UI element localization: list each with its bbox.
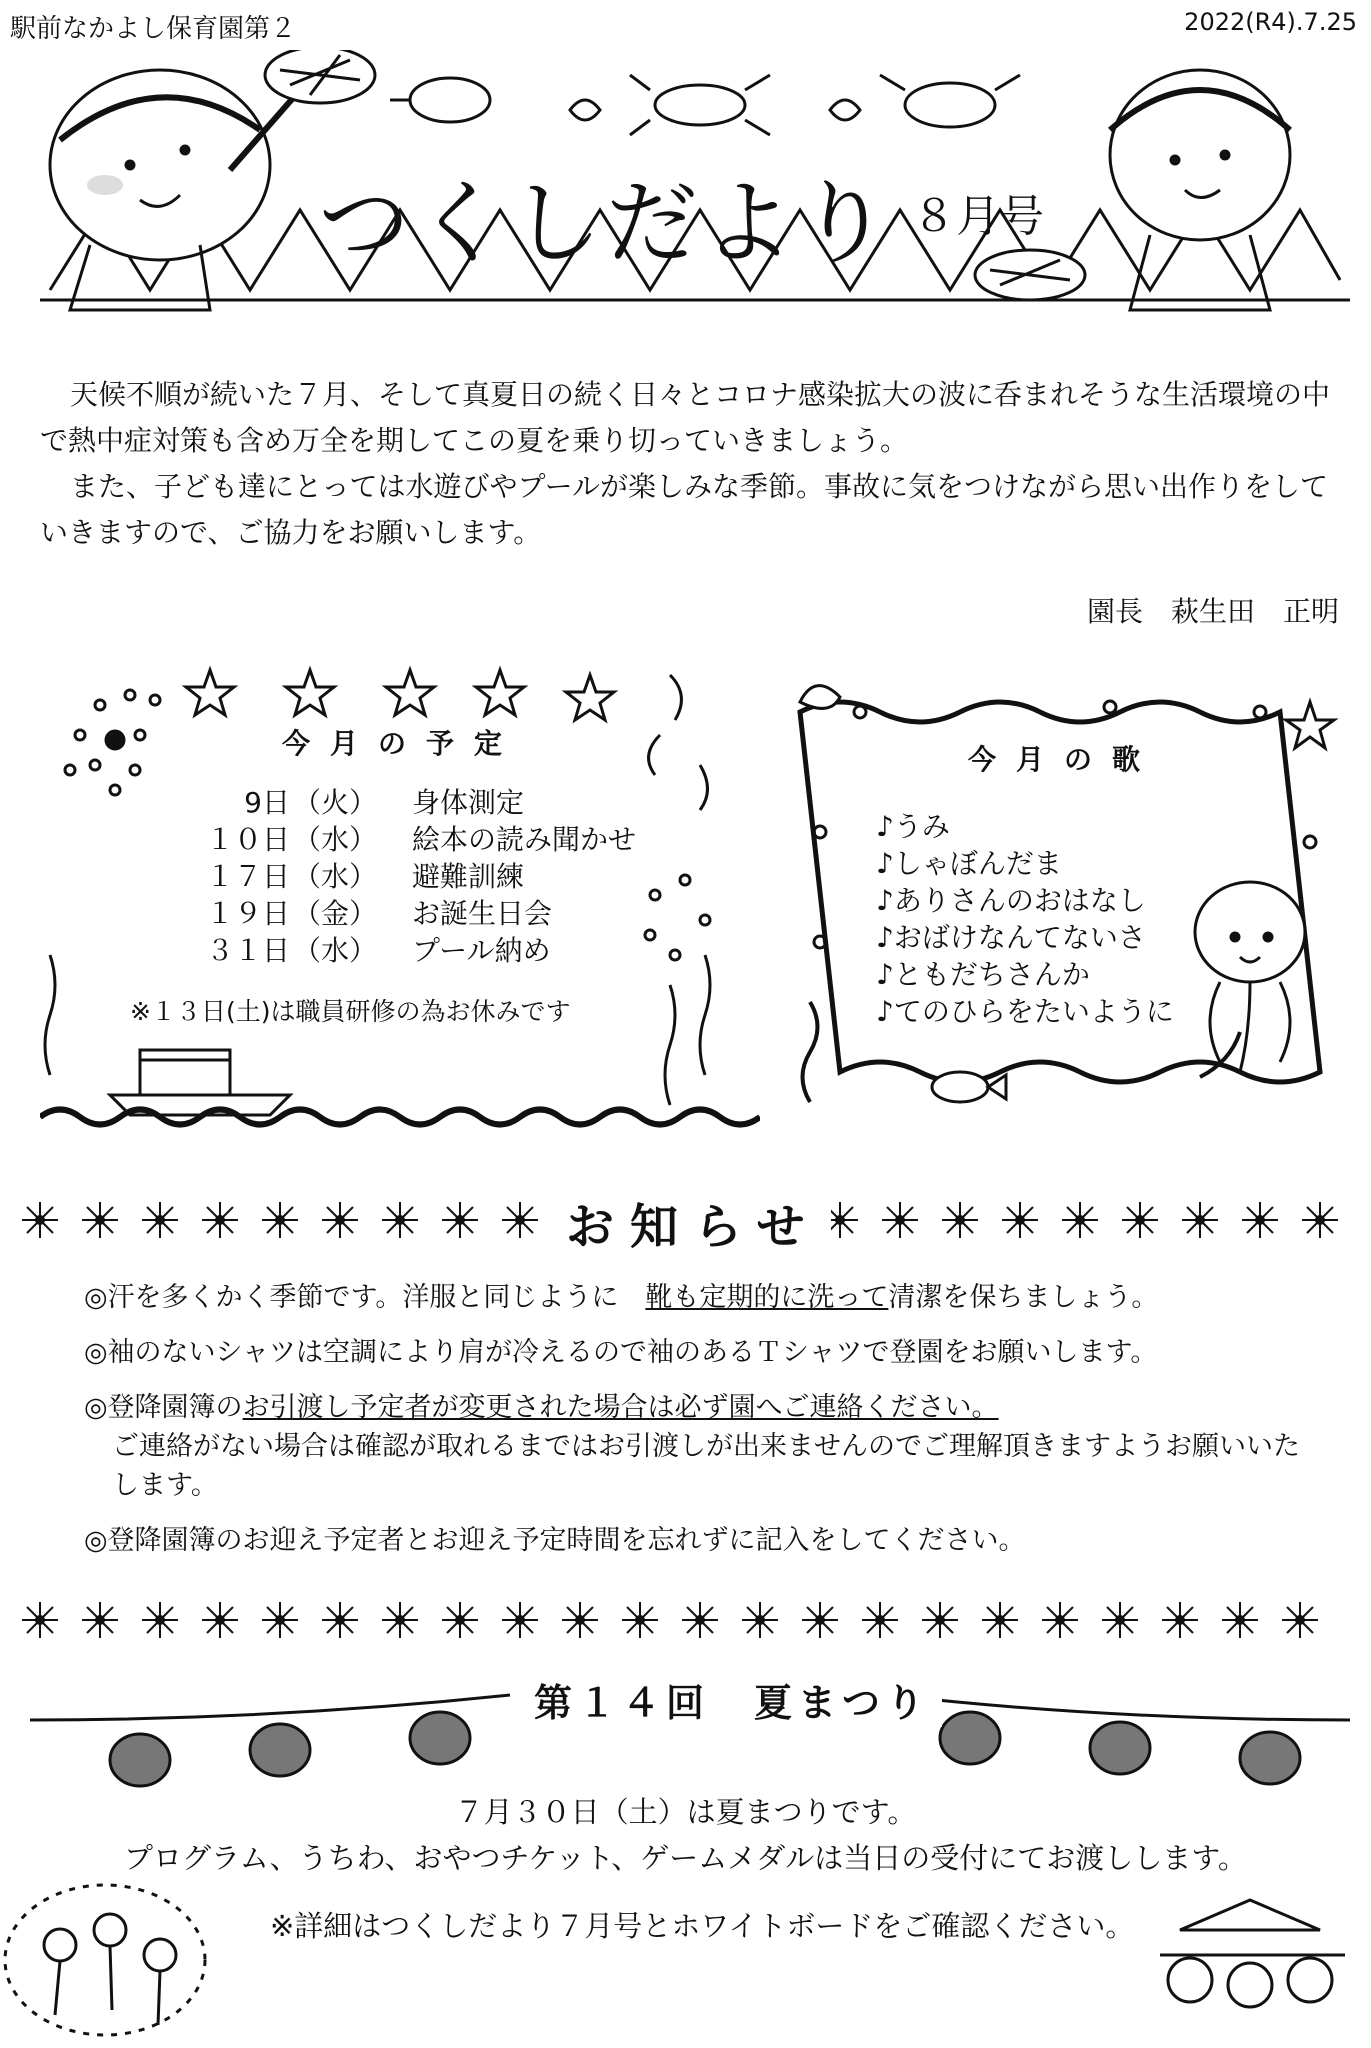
song-item: ♪ありさんのおはなし (876, 884, 1146, 917)
notice-item: ◎登降園簿のお迎え予定者とお迎え予定時間を忘れずに記入をしてください。 (84, 1525, 1026, 1556)
issue-label: ８月号 (912, 191, 1044, 242)
festival-info: プログラム、うちわ、おやつチケット、ゲームメダルは当日の受付にてお渡しします。 (124, 1841, 1247, 1875)
jellyfish-mermaid-icon (1195, 882, 1305, 1077)
notice-text: ◎登降園簿の (84, 1392, 243, 1423)
song-item: ♪ともだちさんか (876, 958, 1090, 991)
song-item: ♪うみ (876, 810, 950, 843)
bugs-icon (390, 75, 1020, 135)
intro-paragraph-1: 天候不順が続いた７月、そして真夏日の続く日々とコロナ感染拡大の波に呑まれそうな生活環境の中で熱中症対策も含め万全を期してこの夏を乗り切っていきましょう。 (40, 378, 1331, 457)
schedule-row (160, 821, 636, 858)
notices-title: お知らせ (556, 1188, 831, 1257)
schedule-day: ３１日 (205, 934, 290, 967)
schedule-weekday: （水） (292, 823, 377, 856)
intro-paragraph-2: また、子ども達にとっては水遊びやプールが楽しみな季節。事故に気をつけながら思い出作りをしていきますので、ご協力をお願いします。 (40, 470, 1329, 549)
notice-item (84, 1388, 1324, 1505)
schedule-title: 今月の予定 (282, 727, 523, 760)
dancing-kids-icon (0, 1875, 210, 2045)
schedule-row (160, 895, 636, 932)
songs-title: 今月の歌 (968, 743, 1161, 776)
notice-item (84, 1278, 1324, 1317)
schedule-list (160, 784, 636, 969)
schedule-row (160, 784, 636, 821)
schedule-day: １７日 (205, 860, 290, 893)
festival-note: ※詳細はつくしだより７月号とホワイトボードをご確認ください。 (270, 1909, 1135, 1943)
fireworks-divider-2 (10, 1580, 1361, 1650)
schedule-weekday: （火） (292, 786, 377, 819)
schedule-row (160, 932, 636, 969)
notice-item: ◎袖のないシャツは空調により肩が冷えるので袖のあるＴシャツで登園をお願いします。 (84, 1337, 1158, 1368)
notice-emphasis: お引渡し予定者が変更された場合は必ず園へご連絡ください。 (242, 1392, 999, 1423)
boat-icon (110, 1050, 290, 1115)
mikoshi-kids-icon (1140, 1880, 1365, 2045)
issue-date: 2022(R4).7.25 (1184, 8, 1357, 36)
notice-text: 清潔を保ちましょう。 (888, 1282, 1159, 1313)
schedule-weekday: （水） (292, 934, 377, 967)
schedule-row (160, 858, 636, 895)
notices-list (84, 1278, 1324, 1576)
schedule-event: 身体測定 (412, 786, 525, 819)
intro-message (40, 372, 1350, 556)
schedule-weekday: （水） (292, 860, 377, 893)
schedule-day: 9日 (244, 786, 290, 819)
wave-line (40, 1110, 760, 1125)
shell-icon (800, 686, 840, 709)
schedule-day: １９日 (205, 897, 290, 930)
festival-title: 第１４回 夏まつり (522, 1672, 942, 1727)
notice-emphasis: 靴も定期的に洗って (645, 1282, 889, 1313)
schedule-weekday: （金） (292, 897, 377, 930)
principal-signature: 園長 萩生田 正明 (1086, 595, 1339, 628)
song-item: ♪おばけなんてないさ (876, 921, 1146, 954)
starfish-icon (1286, 702, 1334, 748)
schedule-event: プール納め (412, 934, 551, 967)
schedule-note: ※１３日(土)は職員研修の為お休みです (130, 997, 571, 1026)
song-item: ♪しゃぼんだま (876, 847, 1062, 880)
schedule-event: 絵本の読み聞かせ (412, 823, 637, 856)
water-drops-icon (645, 675, 710, 960)
notice-text: ◎汗を多くかく季節です。洋服と同じように (84, 1282, 646, 1313)
org-name: 駅前なかよし保育園第２ (10, 14, 297, 44)
seaweed-icon (803, 1002, 818, 1102)
schedule-event: お誕生日会 (412, 897, 553, 930)
firework-icon (65, 690, 160, 795)
festival-date: ７月３０日（土）は夏まつりです。 (454, 1795, 917, 1829)
song-list (876, 808, 1174, 1030)
stars-icon (186, 670, 614, 720)
song-item: ♪てのひらをたいように (876, 995, 1174, 1028)
newsletter-title: つくしだより (318, 170, 895, 277)
schedule-event: 避難訓練 (412, 860, 525, 893)
notice-continuation: ご連絡がない場合は確認が取れるまではお引渡しが出来ませんのでご理解頂きますようお願いいたします。 (112, 1431, 1300, 1501)
schedule-day: １０日 (205, 823, 290, 856)
